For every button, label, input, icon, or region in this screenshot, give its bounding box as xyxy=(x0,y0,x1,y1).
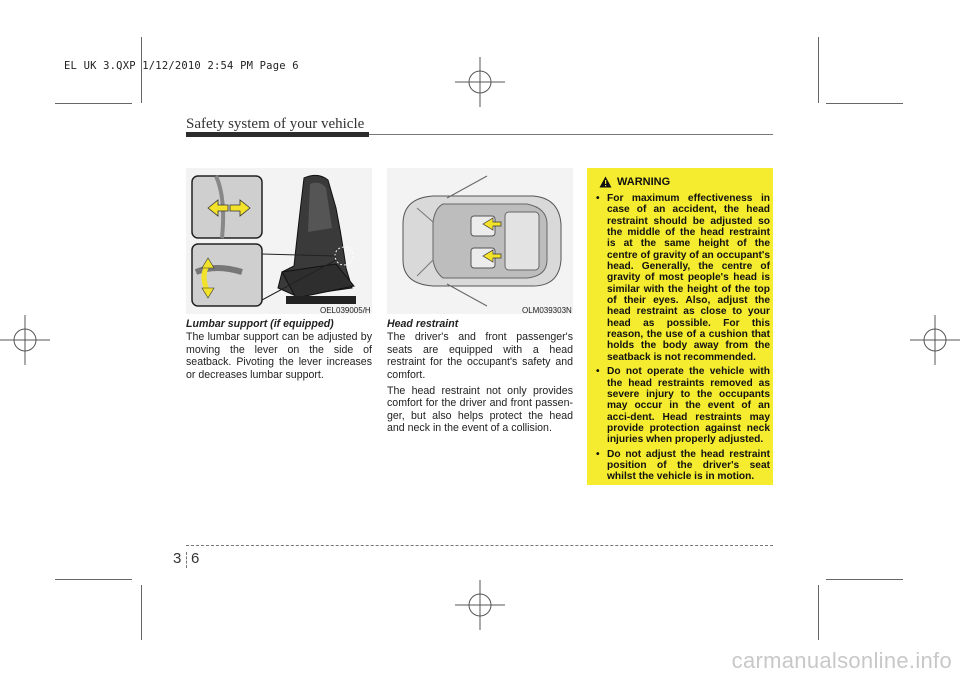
seat-illustration xyxy=(186,168,372,314)
car-figure xyxy=(387,168,573,314)
page-number-divider xyxy=(186,552,187,568)
section-title: Safety system of your vehicle xyxy=(186,116,365,132)
registration-mark-icon xyxy=(0,315,50,365)
header-rule xyxy=(369,134,773,135)
warning-item: • Do not adjust the head restraint position of the driver's seat whilst the vehicle is in motion. xyxy=(595,449,770,483)
lumbar-support-paragraph: The lumbar support can be adjusted by moving the lever on the side of seatback. Pivoting the lever increases or decreases lumbar support. xyxy=(186,331,372,381)
registration-mark-icon xyxy=(455,57,505,107)
warning-header xyxy=(599,176,670,188)
lumbar-support-section xyxy=(186,318,372,385)
warning-item: • Do not operate the vehicle with the head restraints removed as severe injury to the occupants may occur in the event of an acci-dent. Head restraints may provide protection against neck injuries when properly adjusted. xyxy=(595,366,770,445)
watermark: carmanualsonline.info xyxy=(731,648,952,673)
crop-mark xyxy=(826,579,903,580)
page-number: 6 xyxy=(191,550,200,567)
crop-mark xyxy=(55,579,132,580)
lumbar-support-heading: Lumbar support (if equipped) xyxy=(186,318,334,330)
seat-figure xyxy=(186,168,372,314)
crop-mark xyxy=(818,585,819,640)
figure-code: OLM039303N xyxy=(522,306,572,315)
crop-mark xyxy=(818,37,819,103)
chapter-number: 3 xyxy=(173,550,182,567)
head-restraint-paragraph: The head restraint not only provides comfort for the driver and front passen-ger, but also helps protect the head and neck in the event of a collision. xyxy=(387,385,573,435)
crop-mark xyxy=(826,103,903,104)
warning-list xyxy=(595,193,770,486)
warning-box xyxy=(587,168,773,485)
warning-item: • For maximum effectiveness in case of an accident, the head restraint should be adjusted so the middle of the head restraint is at the same height of the centre of gravity of an occupant's head. Generally, the centre of gravity of most people's head is similar with the height of the top of their eyes. Also, adjust the head restraint as close to your head as possible. For this reason, the use of a cushion that holds the body away from the seatback is not recommended. xyxy=(595,193,770,363)
head-restraint-paragraph: The driver's and front passenger's seats are equipped with a head restraint for the occupant's safety and comfort. xyxy=(387,331,573,381)
registration-mark-icon xyxy=(455,580,505,630)
head-restraint-section xyxy=(387,318,573,439)
figure-code: OEL039005/H xyxy=(320,306,371,315)
warning-triangle-icon xyxy=(599,176,612,188)
printer-slug: EL UK 3.QXP 1/12/2010 2:54 PM Page 6 xyxy=(64,60,299,72)
car-illustration xyxy=(387,168,573,314)
registration-mark-icon xyxy=(910,315,960,365)
head-restraint-heading: Head restraint xyxy=(387,318,459,330)
crop-mark xyxy=(55,103,132,104)
footer-rule xyxy=(186,545,773,546)
title-bar xyxy=(186,132,369,137)
crop-mark xyxy=(141,585,142,640)
warning-title: WARNING xyxy=(617,176,671,188)
